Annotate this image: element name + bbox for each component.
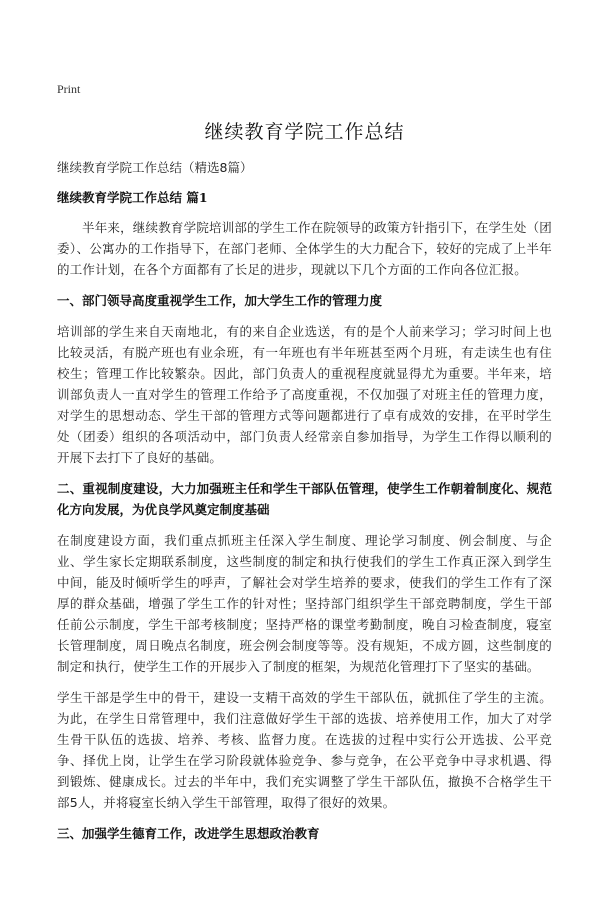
page-title: 继续教育学院工作总结 xyxy=(204,121,405,143)
section-paragraph: 培训部的学生来自天南地北，有的来自企业选送，有的是个人前来学习；学习时间上也比较灵活，有脱产班也有业余班，有一年班也有半年班甚至两个月班，有走读生也有住校生；管理工作比较繁杂。因此，部门负责人的重视程度就显得尤为重要。半年来，培训部负责人一直对学生的管理工作给予了高度重视，不仅加强了对班主任的管理力度，对学生的思想动态、学生干部的管理方式等问题都进行了卓有成效的安排，在平时学生处（团委）组织的各项活动中，部门负责人经常亲自参加指导，为学生工作得以顺利的开展下去打下了良好的基础。 xyxy=(57,324,552,465)
section-heading: 一、部门领导高度重视学生工作，加大学生工作的管理力度 xyxy=(57,293,383,308)
subtitle: 继续教育学院工作总结（精选8篇） xyxy=(57,160,253,175)
section-3 xyxy=(57,823,552,844)
print-label[interactable]: Print xyxy=(57,82,81,96)
section-paragraph: 学生干部是学生中的骨干，建设一支精干高效的学生干部队伍，就抓住了学生的主流。为此，在学生日常管理中，我们注意做好学生干部的选拔、培养使用工作，加大了对学生骨干队伍的选拔、培养、考核、监督力度。在选拔的过程中实行公开选拔、公平竞争、择优上岗，让学生在学习阶段就体验竞争、参与竞争，在公平竞争中寻求机遇、得到锻炼、健康成长。过去的半年中，我们充实调整了学生干部队伍，撤换不合格学生干部5人，并将寝室长纳入学生干部管理，取得了很好的效果。 xyxy=(57,690,552,810)
section-1 xyxy=(57,290,552,468)
section-heading: 二、重视制度建设，大力加强班主任和学生干部队伍管理，使学生工作朝着制度化、规范化方向发展，为优良学风奠定制度基础 xyxy=(57,481,552,517)
section-heading: 三、加强学生德育工作，改进学生思想政治教育 xyxy=(57,826,320,841)
intro-paragraph: 半年来，继续教育学院培训部的学生工作在院领导的政策方针指引下，在学生处（团委）、公寓办的工作指导下，在部门老师、全体学生的大力配合下，较好的完成了上半年的工作计划，在各个方面都有了长足的进步，现就以下几个方面的工作向各位汇报。 xyxy=(57,220,552,277)
section-paragraph: 在制度建设方面，我们重点抓班主任深入学生制度、理论学习制度、例会制度、与企业、学生家长定期联系制度，这些制度的制定和执行使我们的学生工作真正深入到学生中间，能及时倾听学生的呼声，了解社会对学生培养的要求，使我们的学生工作有了深厚的群众基础，增强了学生工作的针对性；坚持部门组织学生干部竞聘制度，学生干部任前公示制度，学生干部考核制度；坚持严格的课堂考勤制度，晚自习检查制度，寝室长管理制度，周日晚点名制度，班会例会制度等等。没有规矩，不成方圆，这些制度的制定和执行，使学生工作的开展步入了制度的框架，为规范化管理打下了坚实的基础。 xyxy=(57,533,552,674)
section-2 xyxy=(57,478,552,813)
part-title: 继续教育学院工作总结 篇1 xyxy=(57,190,208,205)
